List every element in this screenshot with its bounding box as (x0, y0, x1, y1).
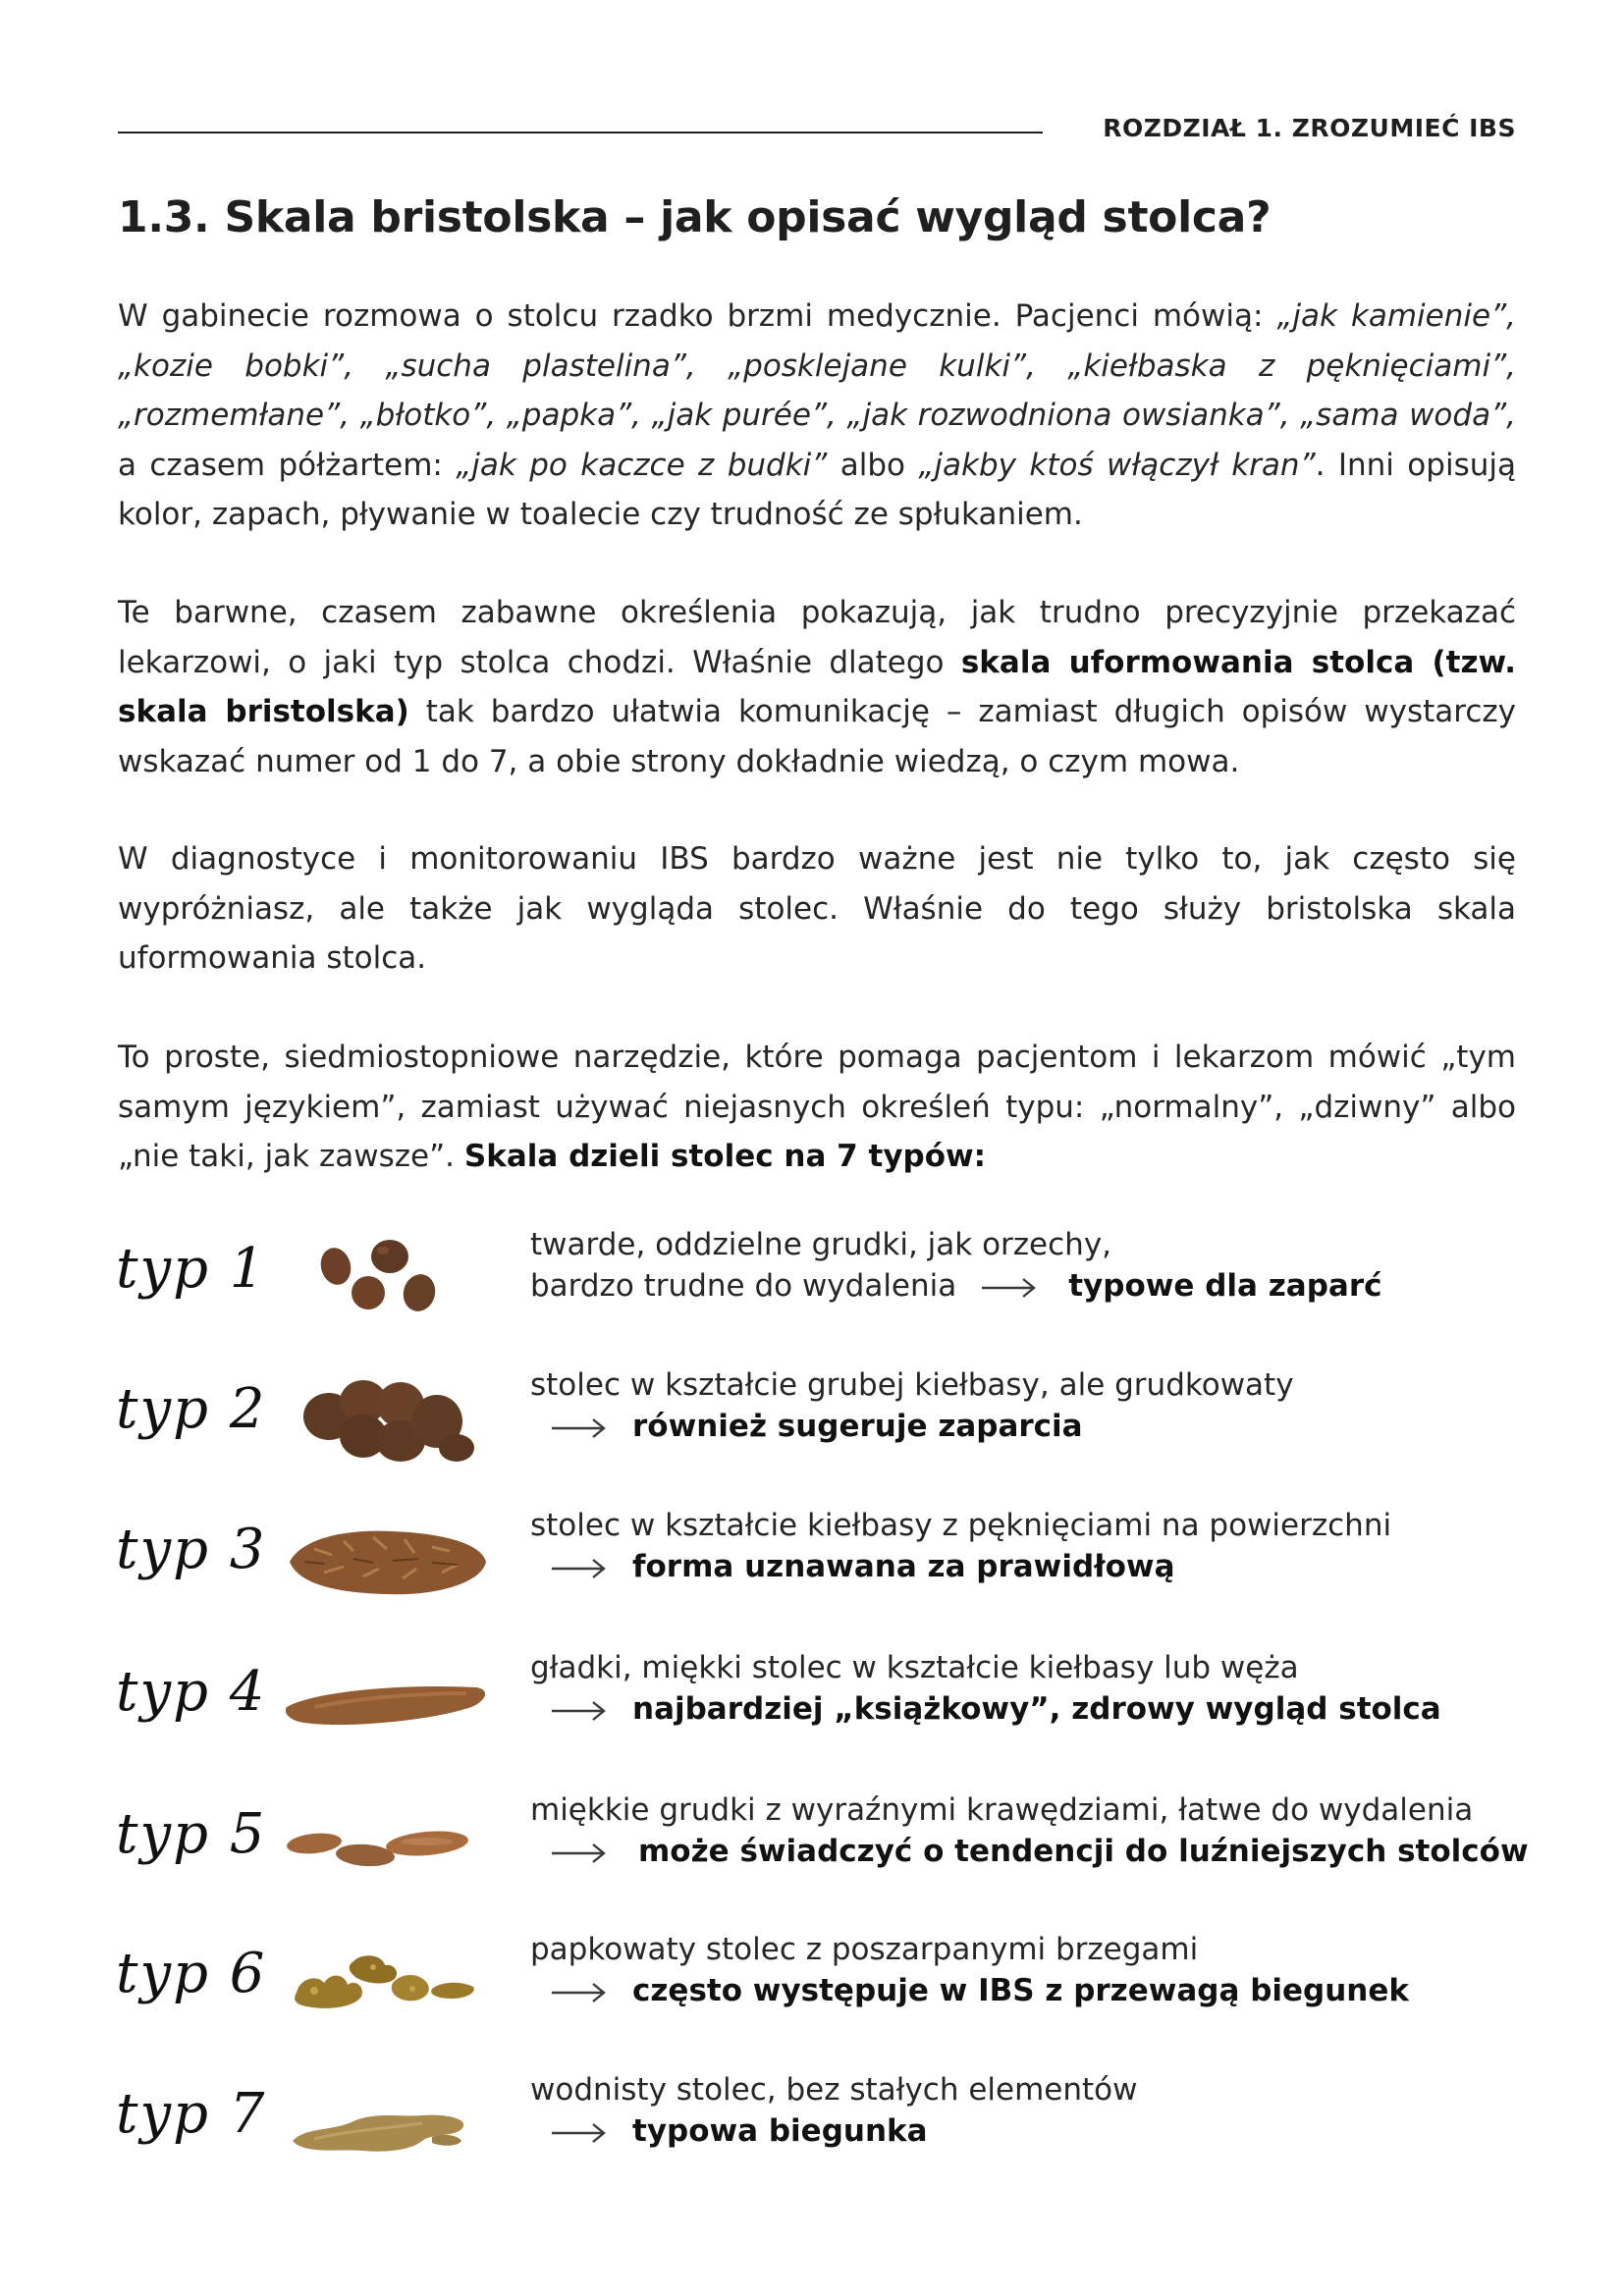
type-6-desc-line1: papkowaty stolec z poszarpanymi brzegami (530, 1932, 1199, 1967)
paragraph-4 (118, 1033, 1516, 1182)
stool-type-2-icon (285, 1367, 491, 1475)
type-5-conclusion: może świadczyć o tendencji do luźniejszych stolców (638, 1834, 1529, 1869)
type-7-desc-line1: wodnisty stolec, bez stałych elementów (530, 2072, 1138, 2108)
header-rule (118, 132, 1043, 133)
paragraph-3: W diagnostyce i monitorowaniu IBS bardzo ważne jest nie tylko to, jak często się wypróżniasz, ale także jak wygląda stolec. Właśnie do tego służy bristolska skala uformowania stolca. (118, 841, 1516, 976)
type-2-conclusion: również sugeruje zaparcia (632, 1409, 1083, 1444)
type-5-desc-line1: miękkie grudki z wyraźnymi krawędziami, łatwe do wydalenia (530, 1792, 1474, 1828)
p4-a: To proste, siedmiostopniowe narzędzie, które pomaga pacjentom i lekarzom mówić „tym samym językiem”, zamiast używać niejasnych określeń typu: „normalny”, „dziwny” albo „nie taki, jak zawsze”. (118, 1040, 1516, 1174)
type-2-desc-line1: stolec w kształcie grubej kiełbasy, ale grudkowaty (530, 1367, 1294, 1403)
p2-a: Te barwne, czasem zabawne określenia pokazują, jak trudno precyzyjnie przekazać lekarzowi, o jaki typ stolca chodzi. Właśnie dlatego (118, 595, 1516, 680)
type-row-3 (0, 1508, 1624, 1635)
type-label-3: typ 3 (116, 1518, 267, 1581)
paragraph-2 (118, 588, 1516, 786)
type-1-desc-line2 (530, 1268, 1382, 1304)
type-row-4 (0, 1650, 1624, 1778)
p1-b: a czasem półżartem: (118, 447, 457, 483)
type-1-desc-line1: twarde, oddzielne grudki, jak orzechy, (530, 1227, 1112, 1262)
type-4-conclusion: najbardziej „książkowy”, zdrowy wygląd stolca (632, 1691, 1441, 1727)
type-6-conclusion: często występuje w IBS z przewagą biegunek (632, 1973, 1410, 2008)
p1-quotes: „jak kamienie”, „kozie bobki”, „sucha plastelina”, „posklejane kulki”, „kiełbaska z pęknięciami”, „rozmemłane”, „błotko”, „papka”, „jak purée”, „jak rozwodniona owsianka”, „sama woda”, (118, 298, 1516, 433)
arrow-right-icon (550, 1557, 607, 1580)
type-1-desc-line2-text: bardzo trudne do wydalenia (530, 1268, 957, 1304)
p1-c: albo (827, 447, 919, 483)
type-7-conclusion: typowa biegunka (632, 2113, 928, 2149)
arrow-right-icon (550, 1981, 607, 2004)
type-label-5: typ 5 (116, 1802, 267, 1866)
p2-b: tak bardzo ułatwia komunikację – zamiast długich opisów wystarczy wskazać numer od 1 do 7, a obie strony dokładnie wiedzą, o czym mowa. (118, 694, 1516, 779)
chapter-label: ROZDZIAŁ 1. ZROZUMIEĆ IBS (1103, 114, 1516, 142)
p4-bold: Skala dzieli stolec na 7 typów: (463, 1139, 987, 1174)
arrow-right-icon (550, 1842, 607, 1865)
stool-type-3-icon (285, 1508, 491, 1616)
type-2-desc-line2 (530, 1409, 1083, 1444)
type-row-2 (0, 1367, 1624, 1495)
p1-quote3: „jakby ktoś włączył kran” (918, 447, 1316, 483)
type-1-conclusion: typowe dla zaparć (1068, 1268, 1382, 1304)
p1-d: . Inni opisują kolor, zapach, pływanie w toalecie czy trudność ze spłukaniem. (118, 447, 1516, 532)
type-3-desc-line1: stolec w kształcie kiełbasy z pęknięciami na powierzchni (530, 1508, 1392, 1543)
type-7-desc-line2 (530, 2113, 928, 2149)
paragraph-1 (118, 292, 1516, 540)
p2-bold: skala uformowania stolca (tzw. skala bristolska) (118, 644, 1516, 729)
section-title: 1.3. Skala bristolska – jak opisać wygląd stolca? (118, 192, 1272, 242)
p1-a: W gabinecie rozmowa o stolcu rzadko brzmi medycznie. Pacjenci mówią: (118, 298, 1277, 334)
type-row-1 (0, 1227, 1624, 1355)
type-label-1: typ 1 (116, 1237, 267, 1301)
type-6-desc-line2 (530, 1973, 1409, 2008)
arrow-right-icon (550, 2121, 607, 2145)
type-row-5 (0, 1792, 1624, 1920)
stool-type-4-icon (285, 1650, 491, 1758)
type-label-6: typ 6 (116, 1942, 267, 2005)
stool-type-1-icon (285, 1227, 491, 1335)
type-row-6 (0, 1932, 1624, 2059)
p1-quote2: „jak po kaczce z budki” (456, 447, 828, 483)
type-row-7 (0, 2072, 1624, 2200)
type-3-desc-line2 (530, 1549, 1175, 1584)
type-label-7: typ 7 (116, 2082, 267, 2146)
stool-type-7-icon (285, 2072, 491, 2180)
type-label-2: typ 2 (116, 1377, 267, 1441)
type-label-4: typ 4 (116, 1660, 267, 1724)
arrow-right-icon (550, 1416, 607, 1440)
arrow-right-icon (980, 1276, 1037, 1300)
type-4-desc-line2 (530, 1691, 1441, 1727)
type-4-desc-line1: gładki, miękki stolec w kształcie kiełbasy lub węża (530, 1650, 1299, 1685)
stool-type-6-icon (285, 1932, 491, 2040)
type-3-conclusion: forma uznawana za prawidłową (632, 1549, 1175, 1584)
type-5-desc-line2 (530, 1834, 1529, 1869)
stool-type-5-icon (285, 1792, 491, 1900)
arrow-right-icon (550, 1699, 607, 1723)
